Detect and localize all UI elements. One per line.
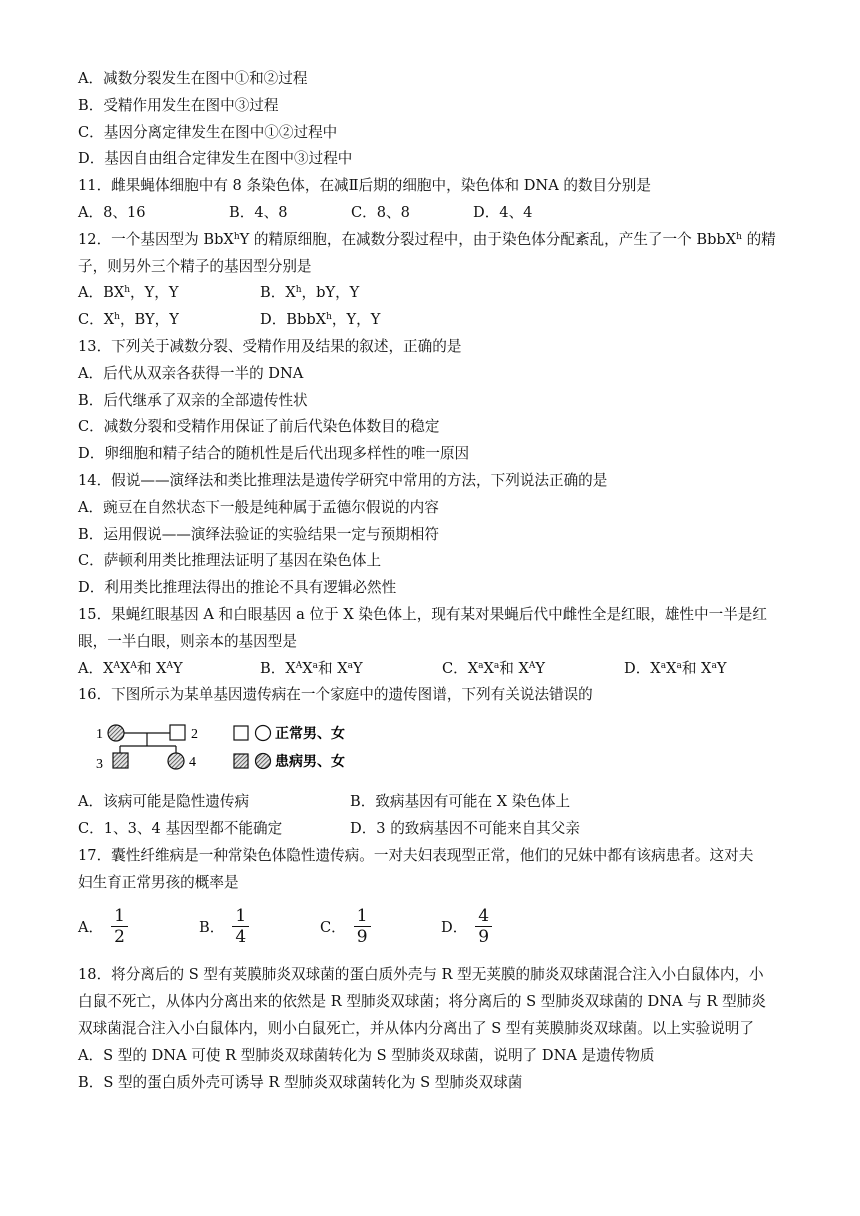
legend-normal-label: 正常男、女: [275, 726, 345, 743]
q13-option-b: B．后代继承了双亲的全部遗传性状: [78, 391, 308, 409]
q11-options: [78, 200, 790, 227]
exam-page: [78, 66, 790, 1096]
q16-option-d: D．3 的致病基因不可能来自其父亲: [350, 819, 580, 837]
q11-stem: 11．雌果蝇体细胞中有 8 条染色体，在减Ⅱ后期的细胞中，染色体和 DNA 的数目分别是: [78, 177, 651, 195]
normal-male-2-icon: [170, 725, 185, 740]
q17-option-b: B． $\frac{1}{4}$: [199, 906, 320, 947]
q11-option-a: A．8、16: [78, 203, 146, 221]
q11-option-b: B．4、8: [229, 203, 288, 221]
fraction: $\frac{4}{9}$: [475, 906, 492, 947]
q13-option-c: C．减数分裂和受精作用保证了前后代染色体数目的稳定: [78, 418, 440, 436]
q15-option-a: A．$X^AX^A$和 $X^AY$: [78, 659, 183, 677]
affected-male-3-icon: [113, 753, 128, 768]
q15-stem-line1: 15．果蝇红眼基因 A 和白眼基因 a 位于 X 染色体上，现有某对果蝇后代中雌性全是红眼，雄性中一半是红: [78, 605, 767, 623]
fraction: $\frac{1}{4}$: [232, 906, 249, 947]
q17-option-d: D． $\frac{4}{9}$: [441, 906, 492, 947]
affected-female-1-icon: [108, 725, 124, 741]
pedigree-label-2: 2: [191, 727, 198, 743]
q12-option-c: C．$X^h$，BY，Y: [78, 311, 179, 329]
q18-option-b: B．S 型的蛋白质外壳可诱导 R 型肺炎双球菌转化为 S 型肺炎双球菌: [78, 1073, 523, 1091]
q12-options-cd: [78, 307, 790, 334]
q15-option-d: D．$X^aX^a$和 $X^aY$: [624, 659, 727, 677]
q14-option-b: B．运用假说——演绎法验证的实验结果一定与预期相符: [78, 525, 439, 543]
q17-option-c: C． $\frac{1}{9}$: [320, 906, 441, 947]
q16-options-cd: [78, 816, 790, 843]
q15-stem-line2: 眼，一半白眼，则亲本的基因型是: [78, 632, 297, 650]
legend-normal-male-icon: [234, 726, 248, 740]
q10-option-b: B．受精作用发生在图中③过程: [78, 96, 279, 114]
q15-options: [78, 656, 790, 683]
q16-options-ab: [78, 789, 790, 816]
pedigree-label-1: 1: [96, 727, 103, 743]
q11-option-c: C．8、8: [351, 203, 410, 221]
q18-stem-line1: 18．将分离后的 S 型有荚膜肺炎双球菌的蛋白质外壳与 R 型无荚膜的肺炎双球菌混合注入小白鼠体内，小: [78, 966, 764, 984]
q12-stem-line1: 12．一个基因型为 BbX$^h$Y 的精原细胞，在减数分裂过程中，由于染色体分配紊乱，产生了一个 BbbX$^h$ 的精: [78, 230, 776, 248]
q14-option-c: C．萨顿利用类比推理法证明了基因在染色体上: [78, 552, 382, 570]
pedigree-label-4: 4: [189, 755, 196, 771]
q16-option-a: A．该病可能是隐性遗传病: [78, 793, 250, 811]
q12-options-ab: [78, 280, 790, 307]
fraction: $\frac{1}{2}$: [111, 906, 128, 947]
legend-normal-female-icon: [256, 726, 271, 741]
q18-option-a: A．S 型的 DNA 可使 R 型肺炎双球菌转化为 S 型肺炎双球菌，说明了 DNA 是遗传物质: [78, 1046, 655, 1064]
q13-stem: 13．下列关于减数分裂、受精作用及结果的叙述，正确的是: [78, 337, 462, 355]
q10-option-c: C．基因分离定律发生在图中①②过程中: [78, 123, 338, 141]
affected-female-4-icon: [168, 753, 184, 769]
q12-option-b: B．$X^h$，bY，Y: [260, 284, 360, 302]
q12-stem-line2: 子，则另外三个精子的基因型分别是: [78, 257, 312, 275]
legend-affected-male-icon: [234, 754, 248, 768]
q10-option-d: D．基因自由组合定律发生在图中③过程中: [78, 150, 353, 168]
legend-affected-label: 患病男、女: [275, 754, 345, 771]
legend-affected-female-icon: [256, 754, 271, 769]
q17-stem-line2: 妇生育正常男孩的概率是: [78, 873, 239, 891]
q10-option-a: A．减数分裂发生在图中①和②过程: [78, 70, 308, 87]
q16-option-b: B．致病基因有可能在 X 染色体上: [350, 793, 571, 811]
q14-option-d: D．利用类比推理法得出的推论不具有逻辑必然性: [78, 579, 397, 597]
q15-option-b: B．$X^AX^a$和 $X^aY$: [260, 659, 363, 677]
q17-options: [78, 898, 790, 954]
q17-option-a: A． $\frac{1}{2}$: [78, 906, 199, 947]
q12-option-a: A．$BX^h$，Y，Y: [78, 284, 179, 302]
pedigree-label-3: 3: [96, 757, 103, 773]
q16-stem: 16．下图所示为某单基因遗传病在一个家庭中的遗传图谱，下列有关说法错误的: [78, 686, 593, 704]
q13-option-a: A．后代从双亲各获得一半的 DNA: [78, 364, 304, 382]
q15-option-c: C．$X^aX^a$和 $X^AY$: [442, 659, 546, 677]
q18-stem-line3: 双球菌混合注入小白鼠体内，则小白鼠死亡，并从体内分离出了 S 型有荚膜肺炎双球菌。以上实验说明了: [78, 1019, 754, 1037]
q14-option-a: A．豌豆在自然状态下一般是纯种属于孟德尔假说的内容: [78, 498, 439, 516]
pedigree-figure: [78, 713, 790, 789]
q12-option-d: D．BbbX$^h$，Y，Y: [260, 311, 381, 329]
fraction: $\frac{1}{9}$: [354, 906, 371, 947]
pedigree-diagram: [90, 713, 390, 789]
q17-stem-line1: 17．囊性纤维病是一种常染色体隐性遗传病。一对夫妇表现型正常，他们的兄妹中都有该病患者。这对夫: [78, 846, 754, 864]
q14-stem: 14．假说——演绎法和类比推理法是遗传学研究中常用的方法，下列说法正确的是: [78, 471, 608, 489]
q16-option-c: C．1、3、4 基因型都不能确定: [78, 819, 283, 837]
q11-option-d: D．4、4: [473, 203, 533, 221]
q13-option-d: D．卵细胞和精子结合的随机性是后代出现多样性的唯一原因: [78, 445, 470, 463]
q18-stem-line2: 白鼠不死亡，从体内分离出来的依然是 R 型肺炎双球菌；将分离后的 S 型肺炎双球菌的 DNA 与 R 型肺炎: [78, 993, 766, 1011]
